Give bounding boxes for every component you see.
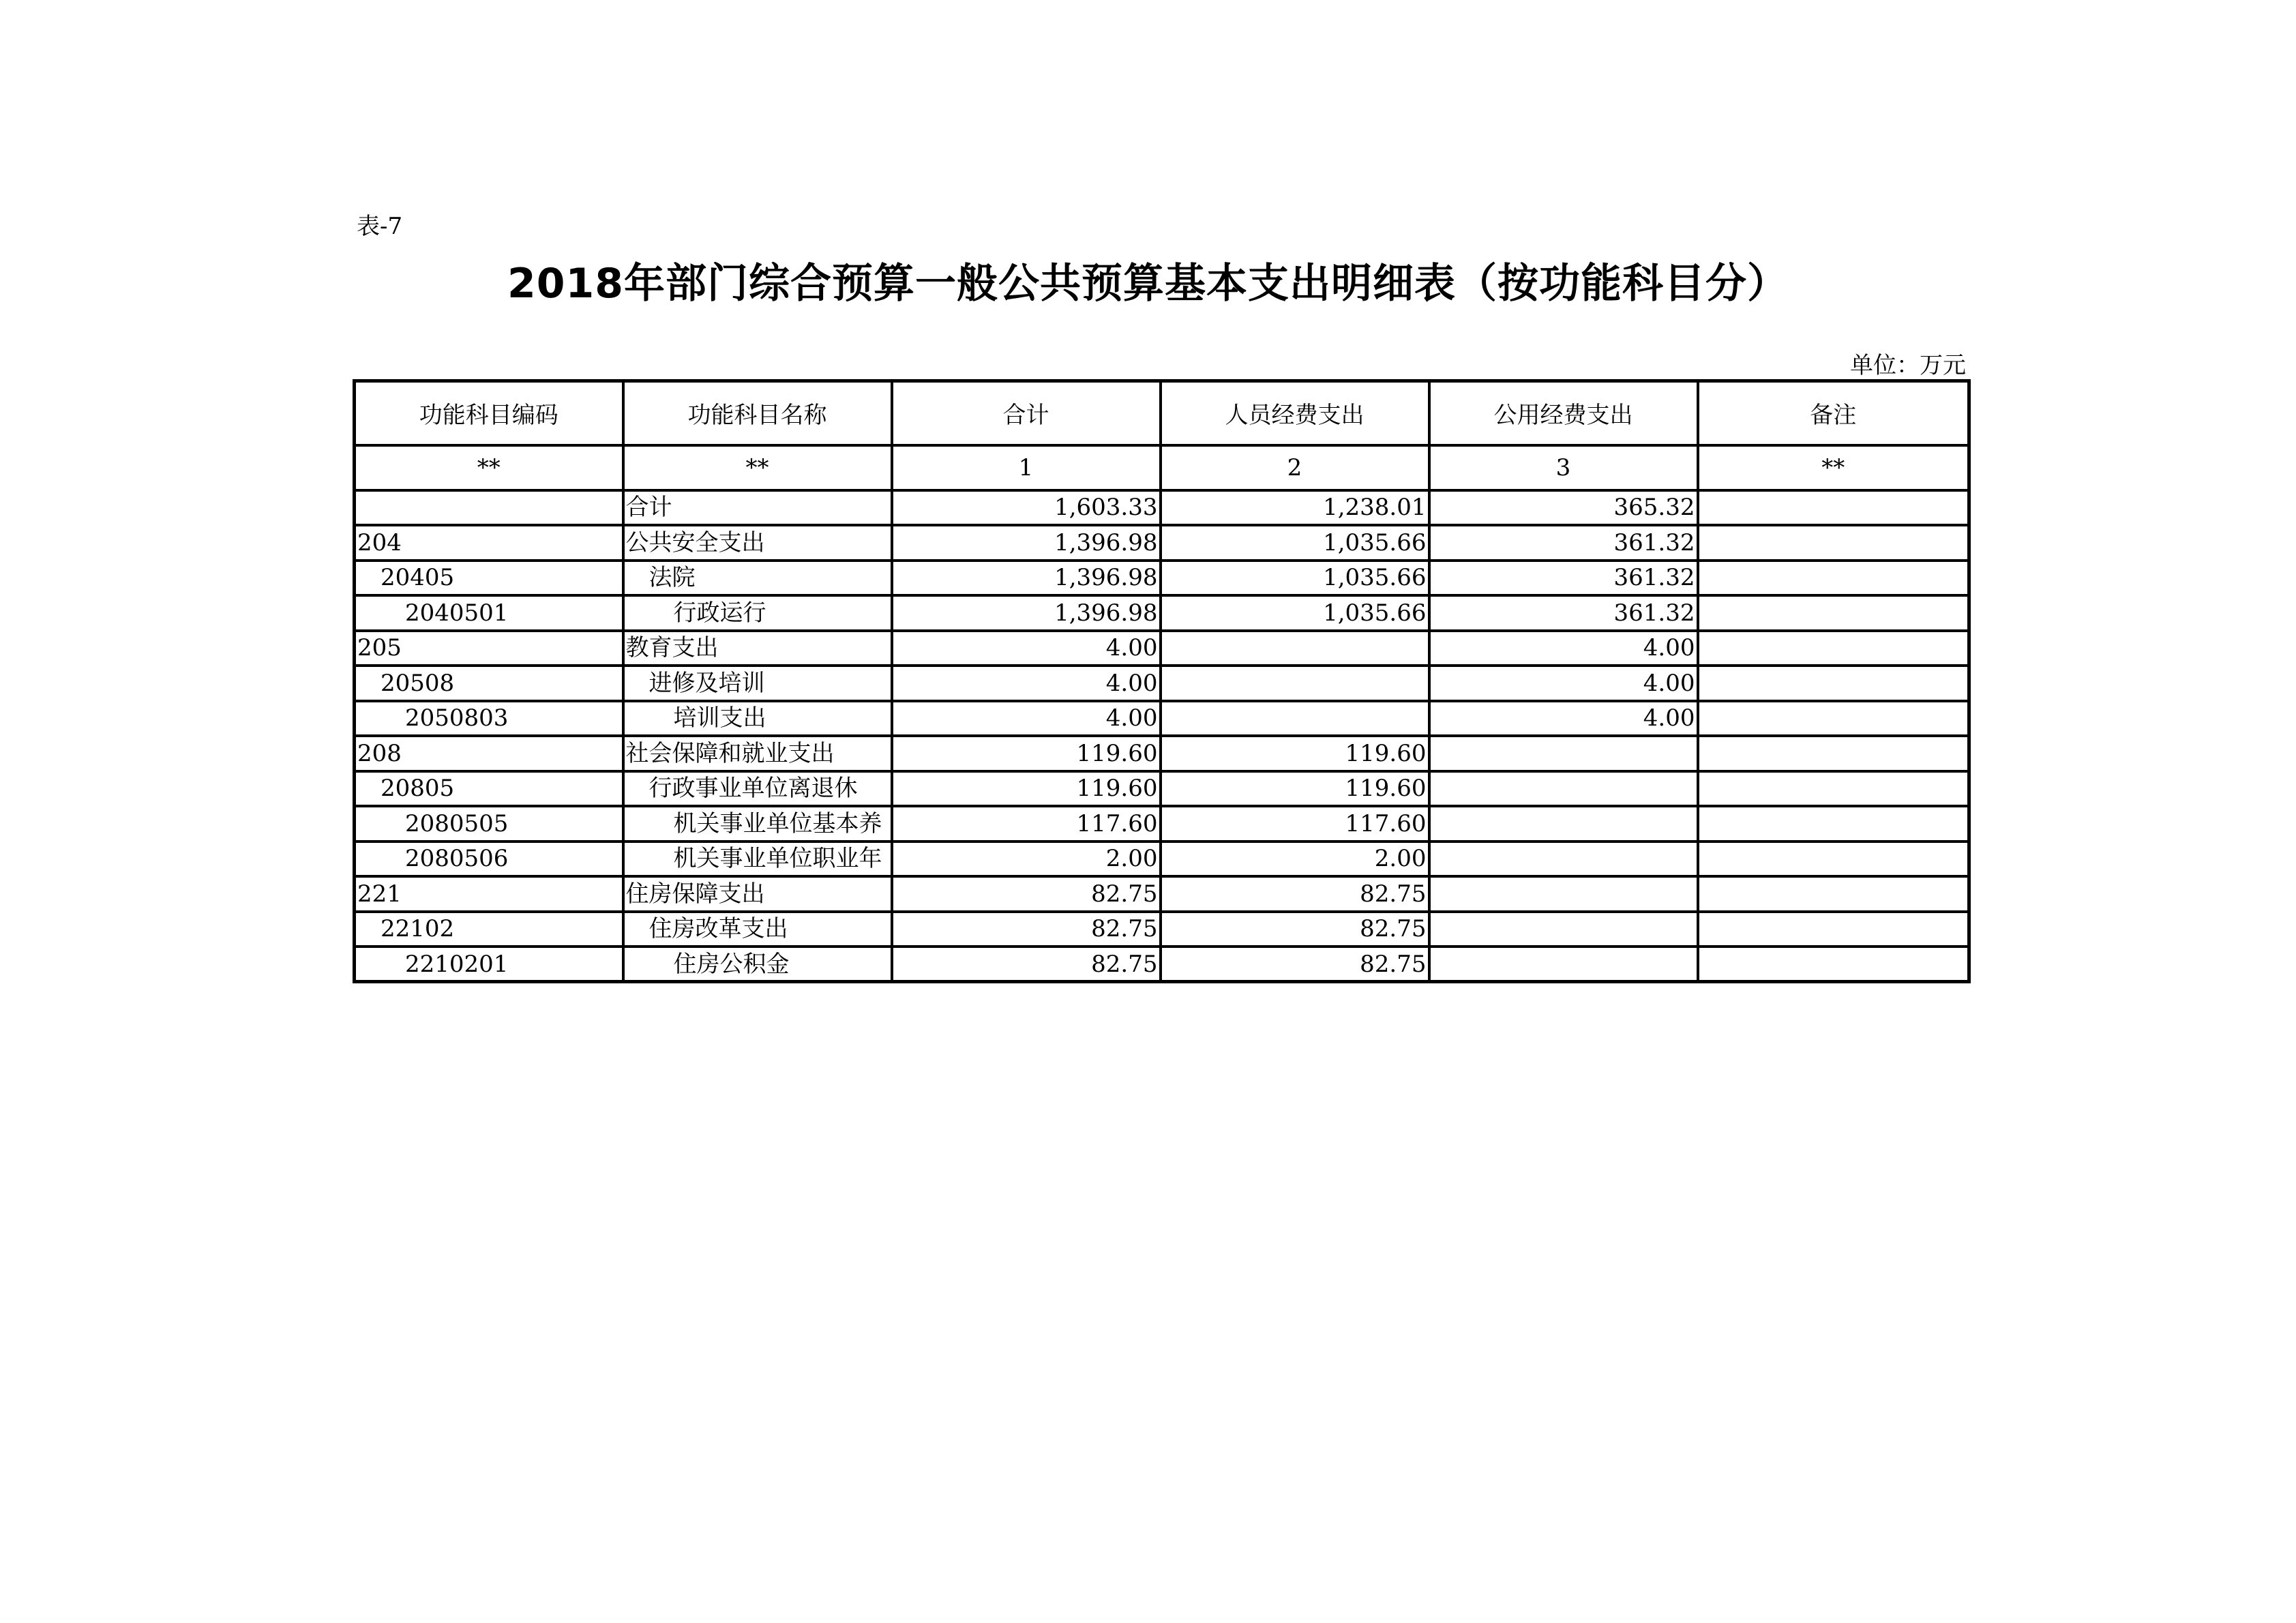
column-index-name: ** [623, 445, 892, 490]
column-header-personnel: 人员经费支出 [1161, 381, 1429, 445]
table-row [355, 736, 1969, 771]
column-header-total: 合计 [892, 381, 1161, 445]
cell-personnel: 1,035.66 [1161, 561, 1429, 596]
cell-code: 204 [355, 525, 623, 561]
cell-note [1698, 561, 1969, 596]
cell-name: 行政事业单位离退休 [623, 771, 892, 807]
cell-name: 教育支出 [623, 631, 892, 666]
cell-personnel [1161, 666, 1429, 701]
table-row [355, 806, 1969, 842]
table-row [355, 561, 1969, 596]
cell-note [1698, 736, 1969, 771]
cell-total: 4.00 [892, 701, 1161, 736]
cell-code: 2080506 [355, 842, 623, 877]
cell-personnel: 1,035.66 [1161, 525, 1429, 561]
cell-note [1698, 701, 1969, 736]
column-index-personnel: 2 [1161, 445, 1429, 490]
cell-code: 22102 [355, 912, 623, 947]
cell-code: 2040501 [355, 595, 623, 631]
cell-name: 住房保障支出 [623, 876, 892, 912]
cell-note [1698, 806, 1969, 842]
column-header-note: 备注 [1698, 381, 1969, 445]
cell-code: 20405 [355, 561, 623, 596]
cell-total: 4.00 [892, 666, 1161, 701]
table-number-label: 表-7 [357, 213, 403, 240]
cell-public: 4.00 [1429, 631, 1698, 666]
cell-note [1698, 842, 1969, 877]
cell-public [1429, 947, 1698, 982]
cell-note [1698, 490, 1969, 526]
cell-code: 20508 [355, 666, 623, 701]
cell-name: 合计 [623, 490, 892, 526]
cell-name: 机关事业单位职业年 [623, 842, 892, 877]
column-index-code: ** [355, 445, 623, 490]
table-row [355, 947, 1969, 982]
cell-total: 1,603.33 [892, 490, 1161, 526]
cell-code: 205 [355, 631, 623, 666]
cell-code: 20805 [355, 771, 623, 807]
cell-code: 208 [355, 736, 623, 771]
column-index-public: 3 [1429, 445, 1698, 490]
table-row [355, 701, 1969, 736]
cell-note [1698, 631, 1969, 666]
cell-name: 社会保障和就业支出 [623, 736, 892, 771]
cell-total: 117.60 [892, 806, 1161, 842]
cell-note [1698, 666, 1969, 701]
cell-public: 361.32 [1429, 525, 1698, 561]
cell-code: 2080505 [355, 806, 623, 842]
cell-public [1429, 806, 1698, 842]
cell-code: 221 [355, 876, 623, 912]
cell-personnel: 1,035.66 [1161, 595, 1429, 631]
cell-personnel [1161, 701, 1429, 736]
cell-name: 进修及培训 [623, 666, 892, 701]
budget-table [353, 379, 1971, 983]
cell-public: 4.00 [1429, 666, 1698, 701]
cell-public [1429, 736, 1698, 771]
cell-personnel: 1,238.01 [1161, 490, 1429, 526]
cell-personnel: 82.75 [1161, 947, 1429, 982]
column-header-public: 公用经费支出 [1429, 381, 1698, 445]
unit-label: 单位：万元 [1850, 352, 1966, 379]
cell-name: 培训支出 [623, 701, 892, 736]
cell-note [1698, 525, 1969, 561]
cell-total: 82.75 [892, 912, 1161, 947]
table-row [355, 912, 1969, 947]
cell-note [1698, 595, 1969, 631]
cell-public: 361.32 [1429, 595, 1698, 631]
column-index-total: 1 [892, 445, 1161, 490]
table-row [355, 771, 1969, 807]
table-row [355, 666, 1969, 701]
cell-public [1429, 912, 1698, 947]
column-index-row [355, 445, 1969, 490]
cell-public: 4.00 [1429, 701, 1698, 736]
cell-note [1698, 876, 1969, 912]
cell-public: 365.32 [1429, 490, 1698, 526]
table-row [355, 631, 1969, 666]
cell-note [1698, 947, 1969, 982]
column-index-note: ** [1698, 445, 1969, 490]
cell-public [1429, 771, 1698, 807]
cell-total: 4.00 [892, 631, 1161, 666]
cell-name: 住房改革支出 [623, 912, 892, 947]
cell-total: 1,396.98 [892, 525, 1161, 561]
cell-total: 82.75 [892, 947, 1161, 982]
cell-public [1429, 876, 1698, 912]
page-title: 2018年部门综合预算一般公共预算基本支出明细表（按功能科目分） [507, 260, 1789, 308]
cell-total: 1,396.98 [892, 561, 1161, 596]
cell-name: 公共安全支出 [623, 525, 892, 561]
cell-total: 82.75 [892, 876, 1161, 912]
cell-name: 行政运行 [623, 595, 892, 631]
cell-name: 住房公积金 [623, 947, 892, 982]
cell-total: 2.00 [892, 842, 1161, 877]
cell-code [355, 490, 623, 526]
cell-personnel [1161, 631, 1429, 666]
cell-name: 机关事业单位基本养 [623, 806, 892, 842]
cell-total: 1,396.98 [892, 595, 1161, 631]
cell-personnel: 119.60 [1161, 736, 1429, 771]
cell-public: 361.32 [1429, 561, 1698, 596]
cell-note [1698, 912, 1969, 947]
cell-total: 119.60 [892, 736, 1161, 771]
column-header-code: 功能科目编码 [355, 381, 623, 445]
column-header-name: 功能科目名称 [623, 381, 892, 445]
table-header-row [355, 381, 1969, 445]
cell-total: 119.60 [892, 771, 1161, 807]
cell-personnel: 117.60 [1161, 806, 1429, 842]
table-row [355, 842, 1969, 877]
table-row [355, 525, 1969, 561]
cell-personnel: 82.75 [1161, 912, 1429, 947]
cell-personnel: 82.75 [1161, 876, 1429, 912]
cell-name: 法院 [623, 561, 892, 596]
cell-code: 2050803 [355, 701, 623, 736]
cell-code: 2210201 [355, 947, 623, 982]
table-row [355, 490, 1969, 526]
cell-personnel: 2.00 [1161, 842, 1429, 877]
cell-note [1698, 771, 1969, 807]
table-row [355, 876, 1969, 912]
table-row [355, 595, 1969, 631]
cell-personnel: 119.60 [1161, 771, 1429, 807]
cell-public [1429, 842, 1698, 877]
